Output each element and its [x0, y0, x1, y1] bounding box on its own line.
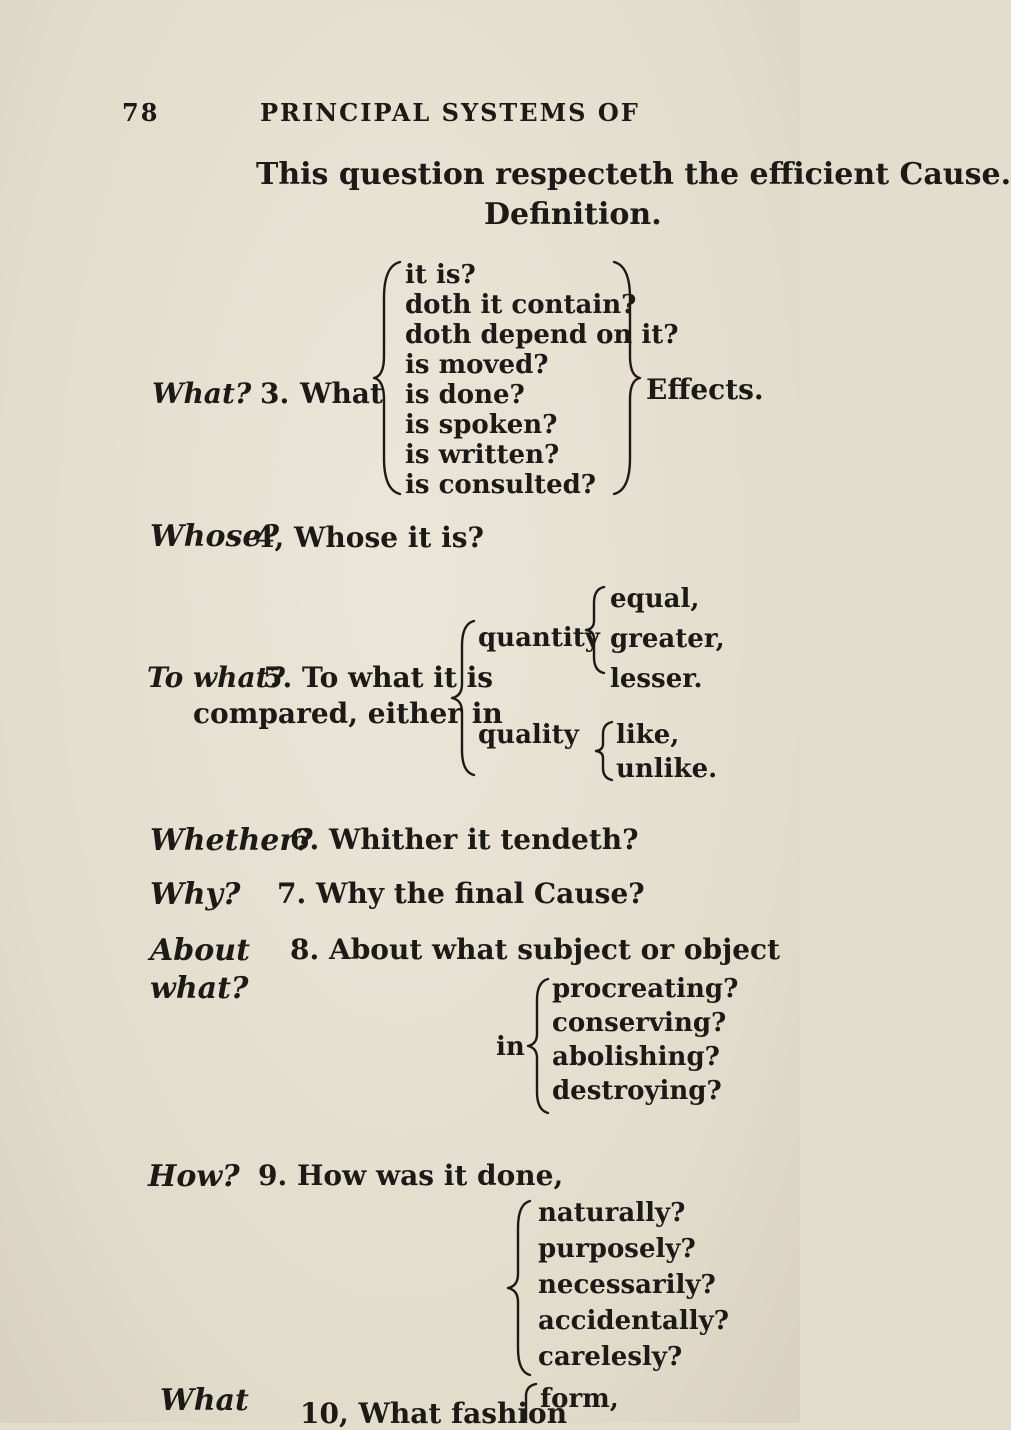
q3-result: Effects.: [646, 373, 764, 406]
q3-option: is moved?: [405, 350, 549, 380]
q9-option: necessarily?: [538, 1270, 716, 1300]
q8-label-continued: what?: [150, 971, 249, 1006]
q6-label: Whether?: [150, 823, 313, 858]
q3-label: What?: [152, 377, 252, 410]
q3-stem: What: [300, 377, 383, 410]
q5-quantity-option: greater,: [610, 624, 725, 654]
q7-label: Why?: [150, 877, 241, 912]
q9-option: purposely?: [538, 1234, 696, 1264]
q9-option: accidentally?: [538, 1306, 729, 1336]
q8-option: abolishing?: [552, 1042, 720, 1072]
q8-preposition: in: [496, 1032, 525, 1062]
q9-label: How?: [148, 1159, 240, 1194]
q5-quantity-option: equal,: [610, 584, 700, 614]
q3-option: is spoken?: [405, 410, 558, 440]
q3-option: it is?: [405, 260, 476, 290]
q5-text: 5. To what it is: [263, 661, 494, 694]
page-number: 78: [122, 98, 160, 127]
q3-option: doth it contain?: [405, 290, 637, 320]
q9-option: naturally?: [538, 1198, 686, 1228]
q10-brace: [516, 1382, 538, 1422]
q5-quantity-option: lesser.: [610, 664, 703, 694]
q8-brace: [526, 976, 550, 1116]
q4-text: 4, Whose it is?: [255, 521, 484, 554]
running-title: PRINCIPAL SYSTEMS OF: [260, 98, 640, 127]
q8-option: procreating?: [552, 974, 739, 1004]
q3-option: is done?: [405, 380, 525, 410]
q5-quantity-brace: [584, 585, 606, 675]
q5-quality-label: quality: [478, 720, 579, 750]
q9-brace: [506, 1198, 532, 1378]
q7-text: 7. Why the final Cause?: [277, 877, 645, 910]
q9-text: 9. How was it done,: [258, 1159, 564, 1192]
q10-label: What: [160, 1383, 249, 1418]
q5-quality-option: unlike.: [616, 754, 718, 784]
q5-left-brace: [450, 618, 476, 778]
q3-number: 3.: [260, 377, 290, 410]
q9-option: carelesly?: [538, 1342, 683, 1372]
q8-option: destroying?: [552, 1076, 722, 1106]
q4-label: Whose?: [150, 519, 280, 554]
intro-line: This question respecteth the efficient Cause.: [256, 157, 1011, 192]
q6-text: 6. Whither it tendeth?: [290, 823, 639, 856]
q3-option: is written?: [405, 440, 560, 470]
q8-label: About: [150, 933, 250, 968]
q5-quality-option: like,: [616, 720, 680, 750]
q3-right-brace: [612, 258, 642, 498]
q5-quantity-label: quantity: [478, 623, 600, 653]
q5-text-continued: compared, either in: [193, 697, 503, 730]
q8-text: 8. About what subject or object: [290, 933, 781, 966]
q3-option: is consulted?: [405, 470, 597, 500]
q10-option: form,: [540, 1384, 619, 1414]
q8-option: conserving?: [552, 1008, 727, 1038]
q5-label: To what?: [147, 661, 285, 694]
q10-text: 10, What fashion: [300, 1397, 568, 1430]
q5-quality-brace: [594, 720, 614, 782]
q3-left-brace: [372, 258, 402, 498]
q3-option: doth depend on it?: [405, 320, 679, 350]
definition-heading: Definition.: [484, 197, 662, 232]
